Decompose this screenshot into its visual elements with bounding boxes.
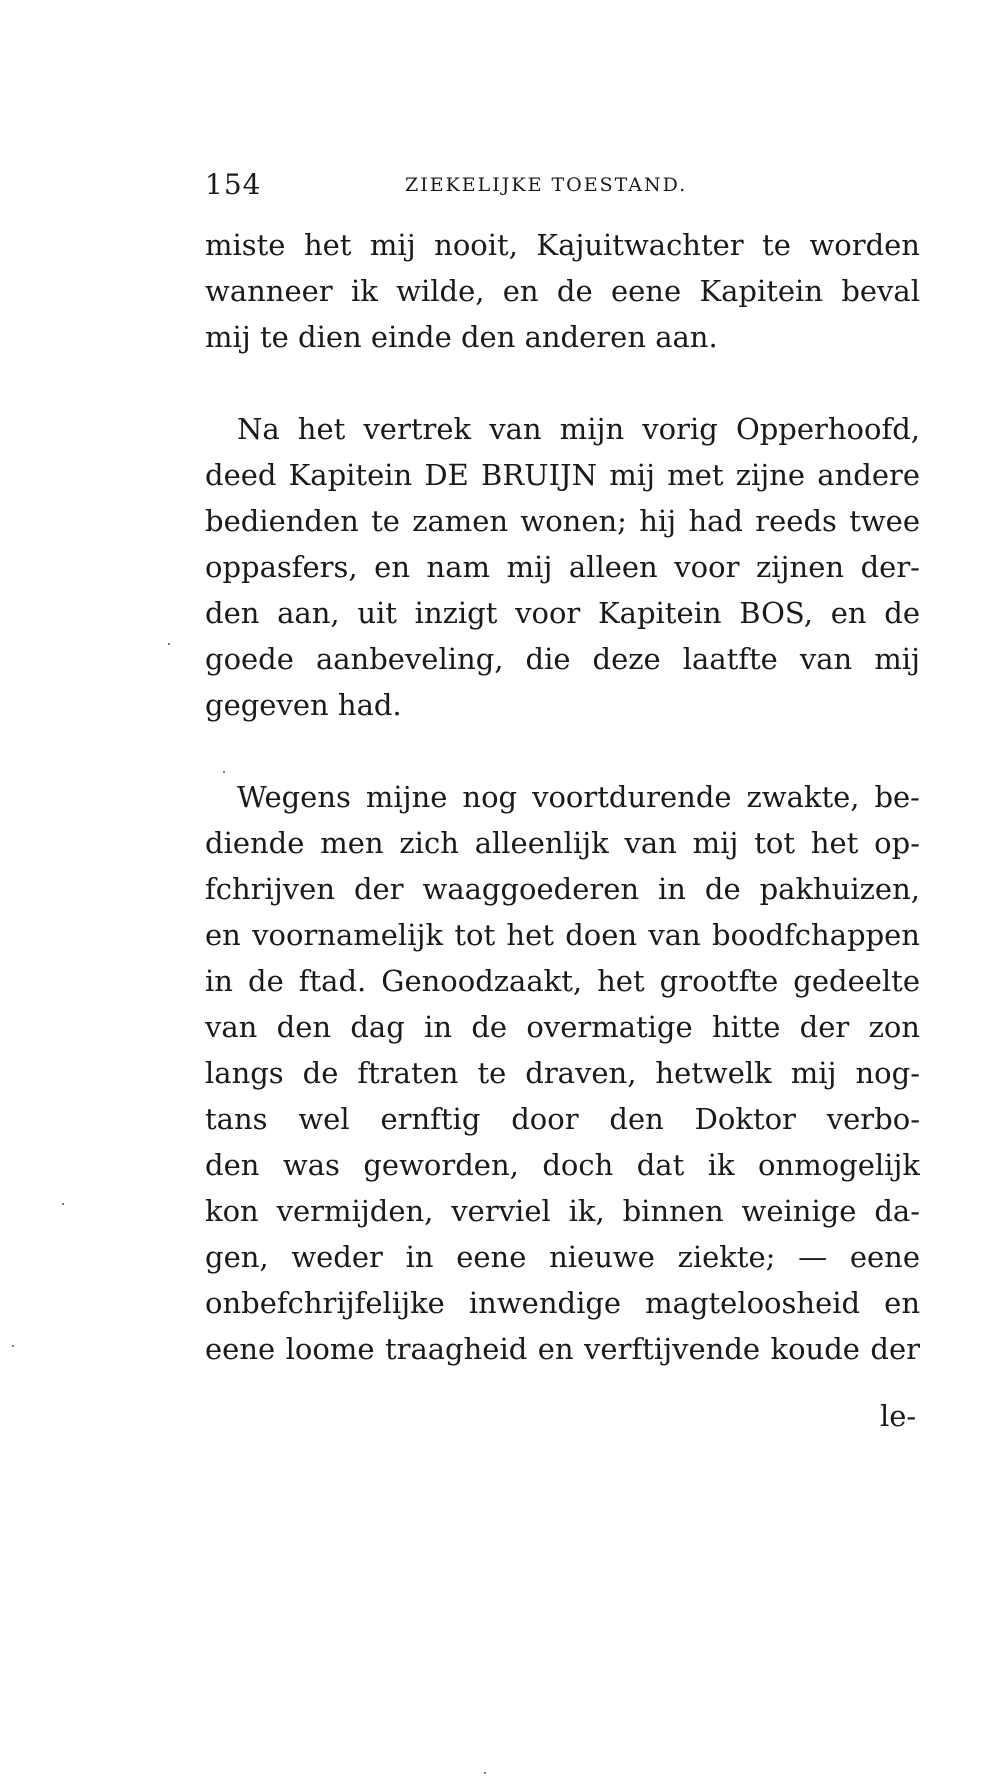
scan-speck	[223, 771, 225, 773]
text-line: miste het mij nooit, Kajuitwachter te worden	[205, 228, 920, 262]
text-line: deed Kapitein DE BRUIJN mij met zijne andere	[205, 458, 920, 492]
scan-speck	[168, 643, 170, 645]
text-line: wanneer ik wilde, en de eene Kapitein beval	[205, 274, 920, 308]
text-line: eene loome traagheid en verftijvende koude der	[205, 1332, 920, 1366]
text-line: bedienden te zamen wonen; hij had reeds twee	[205, 504, 920, 538]
paragraph-gap	[205, 728, 920, 774]
text-line: onbefchrijfelijke inwendige magteloosheid en	[205, 1286, 920, 1320]
text-line: tans wel ernftig door den Doktor verbo-	[205, 1102, 920, 1136]
scan-speck	[62, 1203, 64, 1205]
text-line: in de ftad. Genoodzaakt, het grootfte gedeelte	[205, 964, 920, 998]
catchword: le-	[880, 1399, 917, 1433]
paragraph-gap	[205, 360, 920, 406]
text-line: diende men zich alleenlijk van mij tot het op-	[205, 826, 920, 860]
text-line: en voornamelijk tot het doen van boodfchappen	[205, 918, 920, 952]
scan-speck	[484, 1772, 486, 1774]
text-line: den was geworden, doch dat ik onmogelijk	[205, 1148, 920, 1182]
text-line: langs de ftraten te draven, hetwelk mij nog-	[205, 1056, 920, 1090]
text-line: kon vermijden, verviel ik, binnen weinige da-	[205, 1194, 920, 1228]
text-line: gegeven had.	[205, 688, 402, 722]
running-head	[205, 168, 925, 208]
scan-speck	[12, 1345, 14, 1347]
running-title: ZIEKELIJKE TOESTAND.	[405, 174, 688, 196]
text-line: van den dag in de overmatige hitte der zon	[205, 1010, 920, 1044]
body-text	[205, 222, 920, 1372]
text-line: den aan, uit inzigt voor Kapitein BOS, en de	[205, 596, 920, 630]
text-line: fchrijven der waaggoederen in de pakhuizen,	[205, 872, 920, 906]
text-line: Wegens mijne nog voortdurende zwakte, be-	[237, 780, 920, 814]
text-line: goede aanbeveling, die deze laatfte van mij	[205, 642, 920, 676]
text-line: gen, weder in eene nieuwe ziekte; — eene	[205, 1240, 920, 1274]
text-line: mij te dien einde den anderen aan.	[205, 320, 718, 354]
text-line: oppasfers, en nam mij alleen voor zijnen der-	[205, 550, 920, 584]
text-line: Na het vertrek van mijn vorig Opperhoofd,	[237, 412, 920, 446]
page-number: 154	[205, 168, 262, 201]
